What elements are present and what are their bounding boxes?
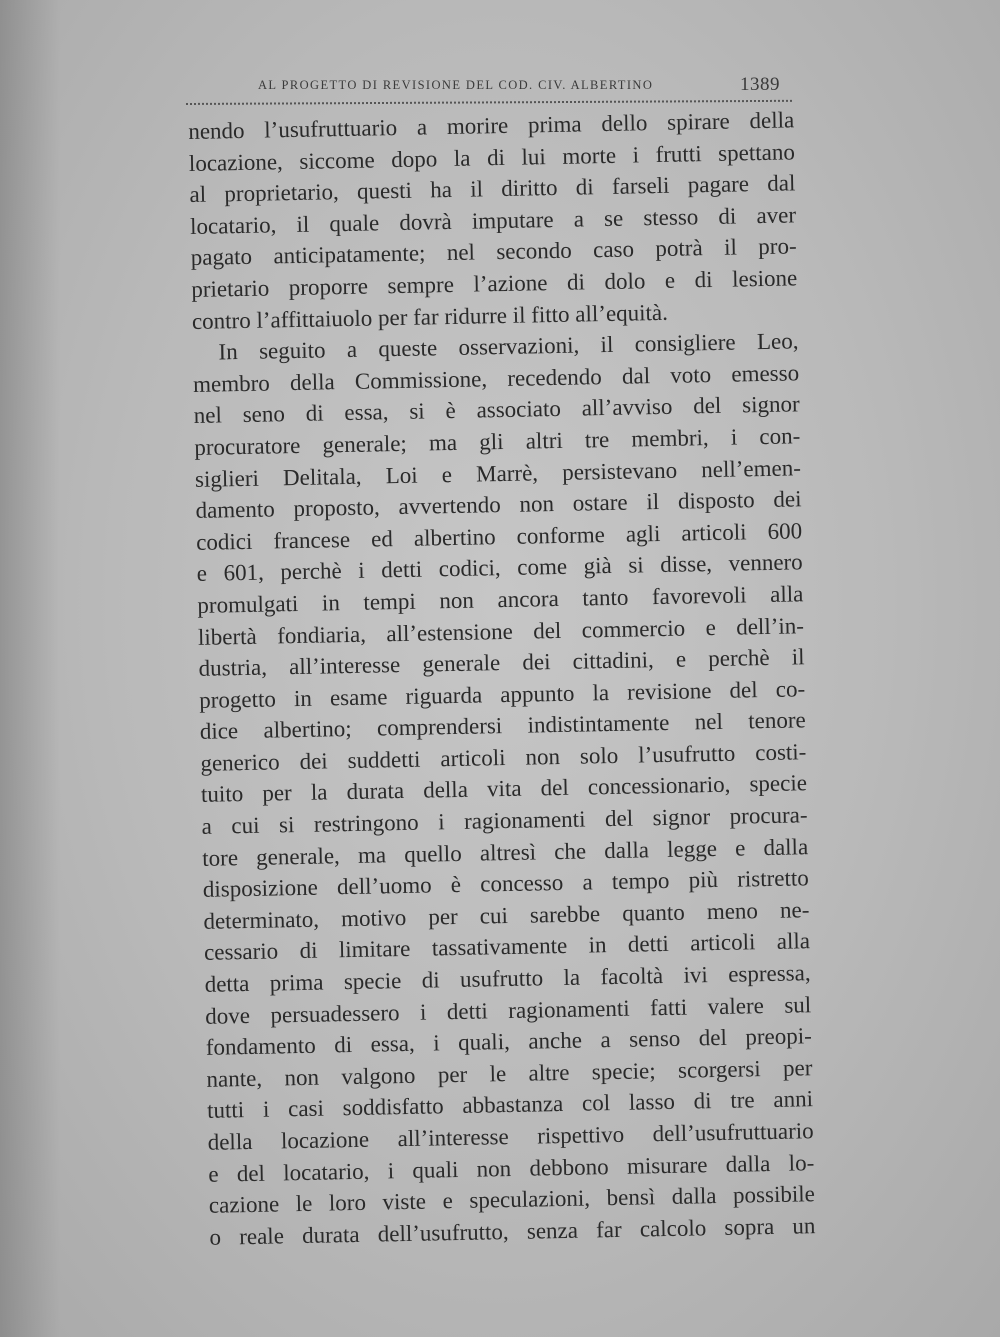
text-line: determinato, motivo per cui sarebbe quanto meno ne- <box>203 897 810 934</box>
paragraph-2 <box>192 325 815 1253</box>
text-line: locazione, siccome dopo la di lui morte i frutti spettano <box>188 138 796 176</box>
text-line: tuito per la durata della vita del concessionario, specie <box>200 770 808 808</box>
text-line: progetto in esame riguarda appunto la revisione del co- <box>198 675 806 713</box>
running-head: AL PROGETTO DI REVISIONE DEL COD. CIV. ALBERTINO <box>258 78 654 92</box>
text-line: o reale durata dell’usufrutto, senza far calcolo sopra un <box>209 1212 816 1250</box>
text-line: membro della Commissione, recedendo dal voto emesso <box>192 360 800 397</box>
text-line: dice albertino; comprendersi indistintamente nel tenore <box>199 707 806 745</box>
text-line: siglieri Delitala, Loi e Marrè, persistevano nell’emen- <box>194 454 802 492</box>
header-rule <box>186 100 792 105</box>
text-line: e 601, perchè i detti codici, come già si disse, vennero <box>196 549 803 587</box>
text-line: tutti i casi soddisfatto abbastanza col lasso di tre anni <box>206 1086 814 1124</box>
text-line: nel seno di essa, si è associato all’avviso del signor <box>193 391 800 429</box>
text-line: procuratore generale; ma gli altri tre membri, i con- <box>194 423 801 460</box>
text-line: dove persuadessero i detti ragionamenti fatti valere sul <box>205 991 812 1029</box>
text-line: In seguito a queste osservazioni, il consigliere Leo, <box>218 328 799 365</box>
text-line: nendo l’usufruttuario a morire prima dello spirare della <box>188 107 795 144</box>
text-line: detta prima specie di usufrutto la facoltà ivi espressa, <box>204 960 811 997</box>
text-line: fondamento di essa, i quali, anche a senso del preopi- <box>205 1023 813 1061</box>
body-text <box>188 104 816 1253</box>
text-line: generico dei suddetti articoli non solo l’usufrutto costi- <box>200 739 807 776</box>
text-line: al proprietario, questi ha il diritto di farseli pagare dal <box>189 170 796 208</box>
text-line: cessario di limitare tassativamente in detti articoli alla <box>203 928 811 966</box>
text-line: promulgati in tempi non ancora tanto favorevoli alla <box>197 581 804 618</box>
text-line: a cui si restringono i ragionamenti del signor procura- <box>201 802 808 839</box>
text-line: contro l’affittaiuolo per far ridurre il fitto all’equità. <box>191 299 669 334</box>
text-line: dustria, all’interesse generale dei cittadini, e perchè il <box>198 644 805 681</box>
text-line: libertà fondiaria, all’estensione del commercio e dell’in- <box>197 612 805 650</box>
page-header <box>258 74 788 98</box>
text-line: della locazione all’interesse rispettivo dell’usufruttuario <box>207 1118 814 1155</box>
text-line: prietario proporre sempre l’azione di dolo e di lesione <box>191 265 798 302</box>
text-line: disposizione dell’uomo è concesso a tempo più ristretto <box>202 865 809 903</box>
text-line: damento proposto, avvertendo non ostare il disposto dei <box>195 486 802 524</box>
page-number: 1389 <box>740 74 780 95</box>
text-line: pagato anticipatamente; nel secondo caso potrà il pro- <box>190 233 797 271</box>
text-line: tore generale, ma quello altresì che dalla legge e dalla <box>202 833 809 871</box>
paragraph-1 <box>188 104 798 337</box>
text-line: nante, non valgono per le altre specie; scorgersi per <box>206 1055 813 1092</box>
text-line: e del locatario, i quali non debbono misurare dalla lo- <box>208 1149 815 1187</box>
text-line: cazione le loro viste e speculazioni, bensì dalla possibile <box>208 1181 816 1218</box>
text-line: codici francese ed albertino conforme agli articoli 600 <box>195 518 803 555</box>
text-line: locatario, il quale dovrà imputare a se stesso di aver <box>189 202 797 239</box>
page-shadow <box>0 0 60 1337</box>
